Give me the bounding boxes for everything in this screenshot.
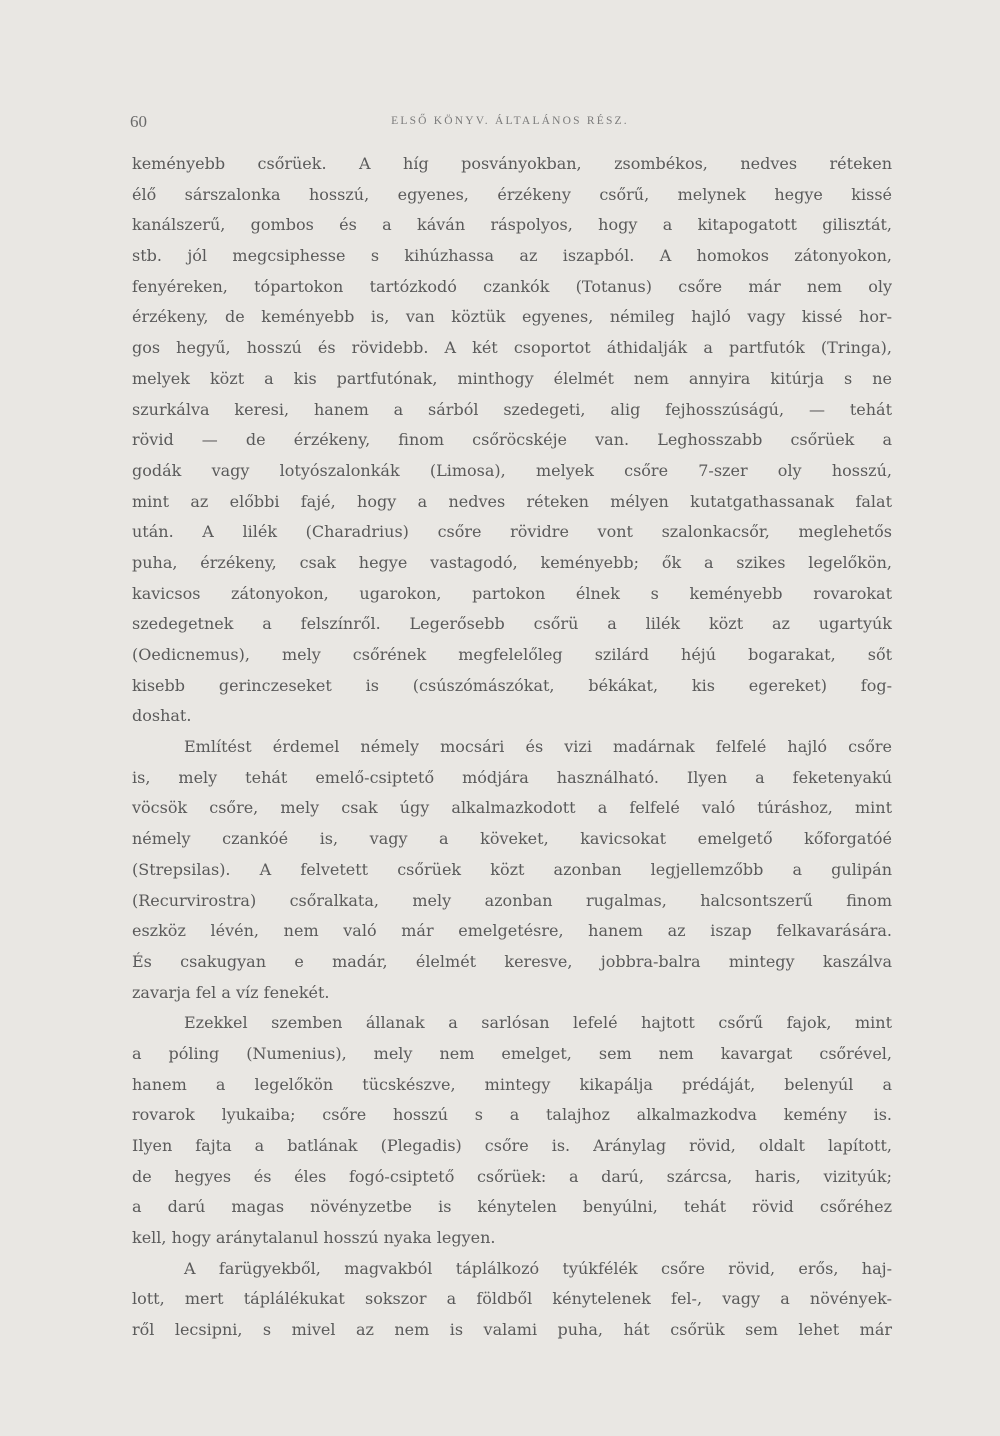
text-line: is, mely tehát emelő-csiptető módjára használható. Ilyen a feketenyakú [132,767,892,787]
text-line: eszköz lévén, nem való már emelgetésre, hanem az iszap felkavarására. [132,921,892,941]
text-line: doshat. [132,706,192,726]
text-line: godák vagy lotyószalonkák (Limosa), melyek csőre 7-szer oly hosszú, [132,460,892,480]
text-line: (Strepsilas). A felvetett csőrüek közt azonban legjellemzőbb a gulipán [132,859,892,879]
body-text [132,154,892,1351]
text-line: a póling (Numenius), mely nem emelget, sem nem kavargat csőrével, [132,1043,892,1063]
paragraph [132,737,892,1013]
text-line: fenyéreken, tópartokon tartózkodó czankók (Totanus) csőre már nem oly [132,276,892,296]
text-line: Ilyen fajta a batlának (Plegadis) csőre is. Aránylag rövid, oldalt lapított, [132,1136,892,1155]
text-line: puha, érzékeny, csak hegye vastagodó, keményebb; ők a szikes legelőkön, [132,552,892,572]
text-line: némely czankóé is, vagy a köveket, kavicsokat emelgető kőforgatóé [132,829,892,849]
text-line: kanálszerű, gombos és a káván ráspolyos, hogy a kitapogatott gilisztát, [132,215,892,235]
text-line: kisebb gerinczeseket is (csúszómászókat, békákat, kis egereket) fog- [132,675,892,695]
text-line: szedegetnek a felszínről. Legerősebb csőrü a lilék közt az ugartyúk [132,614,892,634]
text-line: kell, hogy aránytalanul hosszú nyaka legyen. [132,1228,496,1248]
text-line: után. A lilék (Charadrius) csőre rövidre vont szalonkacsőr, meglehetős [132,522,892,542]
text-line: A farügyekből, magvakból táplálkozó tyúkfélék csőre rövid, erős, haj- [184,1258,892,1278]
text-line: de hegyes és éles fogó-csiptető csőrüek: a darú, szárcsa, haris, vizityúk; [132,1166,892,1186]
text-line: élő sárszalonka hosszú, egyenes, érzékeny csőrű, melynek hegye kissé [132,184,892,204]
text-line: kavicsos zátonyokon, ugarokon, partokon élnek s keményebb rovarokat [132,583,892,603]
page-header [130,112,890,134]
text-line: melyek közt a kis partfutónak, minthogy élelmét nem annyira kitúrja s ne [132,368,892,388]
text-line: lott, mert táplálékukat sokszor a földből kénytelenek fel-, vagy a növények- [132,1289,892,1309]
page-number: 60 [130,112,147,131]
running-head: ELSŐ KÖNYV. ÁLTALÁNOS RÉSZ. [391,115,629,127]
text-line: (Oedicnemus), mely csőrének megfelelőleg szilárd héjú bogarakat, sőt [132,645,892,664]
text-line: mint az előbbi fajé, hogy a nedves réteken mélyen kutatgathassanak falat [132,491,892,511]
text-line: Ezekkel szemben állanak a sarlósan lefelé hajtott csőrű fajok, mint [184,1013,892,1033]
text-line: Említést érdemel némely mocsári és vizi madárnak felfelé hajló csőre [184,737,892,757]
text-line: vöcsök csőre, mely csak úgy alkalmazkodott a felfelé való túráshoz, mint [132,798,892,818]
paragraph [132,154,892,737]
text-line: (Recurvirostra) csőralkata, mely azonban rugalmas, halcsontszerű finom [132,890,892,910]
text-line: stb. jól megcsiphesse s kihúzhassa az iszapból. A homokos zátonyokon, [132,246,892,266]
text-line: ről lecsipni, s mivel az nem is valami puha, hát csőrük sem lehet már [132,1320,892,1340]
text-line: gos hegyű, hosszú és rövidebb. A két csoportot áthidalják a partfutók (Tringa), [132,338,892,358]
text-line: a darú magas növényzetbe is kénytelen benyúlni, tehát rövid csőréhez [132,1197,892,1217]
text-line: rovarok lyukaiba; csőre hosszú s a talajhoz alkalmazkodva kemény is. [132,1105,892,1125]
text-line: keményebb csőrüek. A híg posványokban, zsombékos, nedves réteken [132,154,892,173]
text-line: hanem a legelőkön tücskészve, mintegy kikapálja prédáját, belenyúl a [132,1074,892,1094]
text-line: szurkálva keresi, hanem a sárból szedegeti, alig fejhosszúságú, — tehát [132,399,892,419]
paragraph [132,1013,892,1259]
paragraph [132,1259,892,1351]
text-line: rövid — de érzékeny, finom csőröcskéje van. Leghosszabb csőrüek a [132,430,892,450]
text-line: És csakugyan e madár, élelmét keresve, jobbra-balra mintegy kaszálva [132,951,892,971]
text-line: érzékeny, de keményebb is, van köztük egyenes, némileg hajló vagy kissé hor- [132,307,892,327]
text-line: zavarja fel a víz fenekét. [132,982,330,1002]
